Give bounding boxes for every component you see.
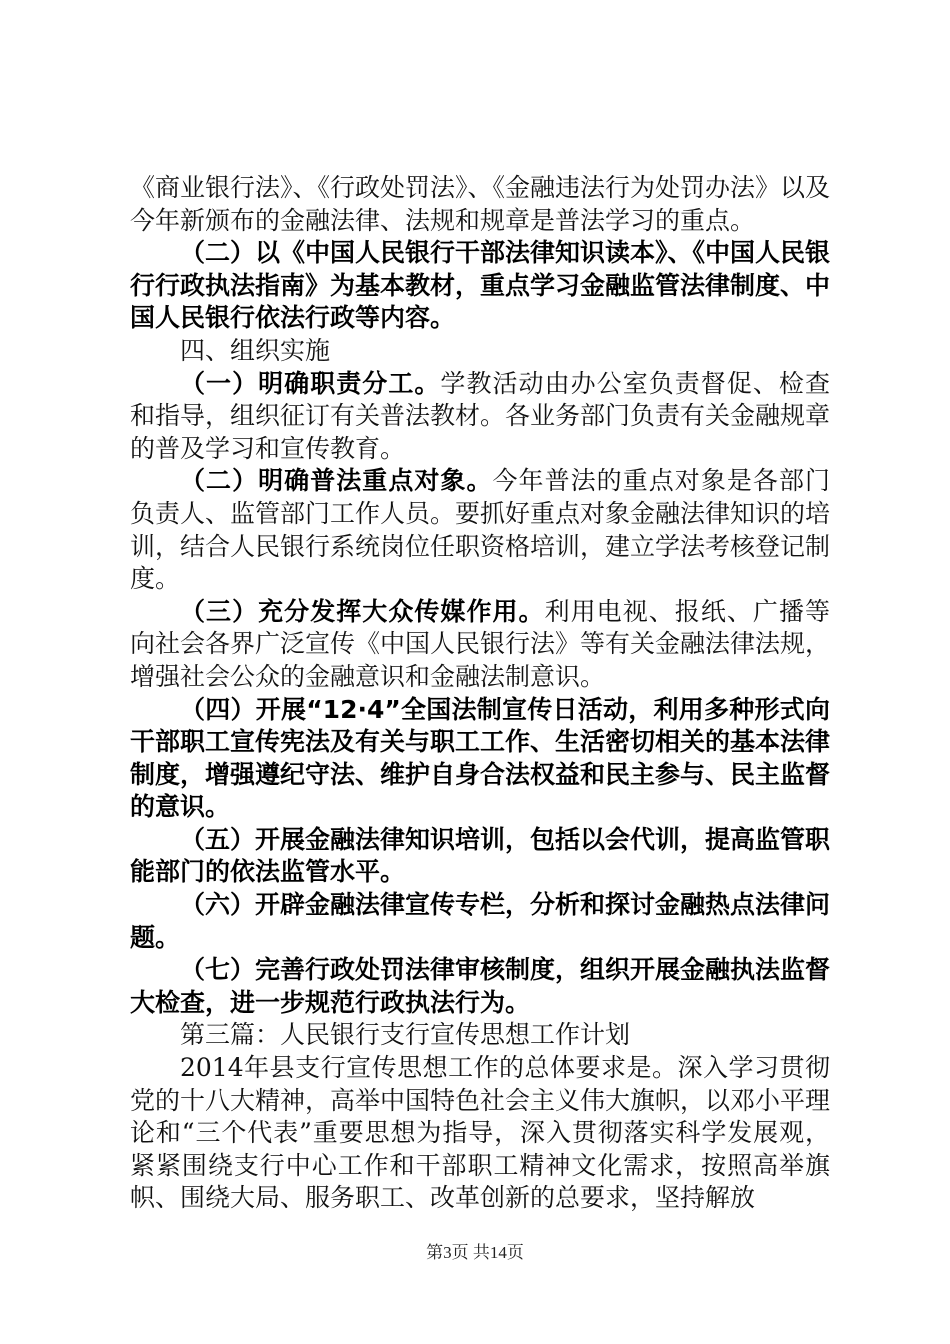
paragraph-item-4: （四）开展“12·4”全国法制宣传日活动，利用多种形式向干部职工宣传宪法及有关与职工工作、生活密切相关的基本法律制度，增强遵纪守法、维护自身合法权益和民主参与、民主监督的意识。 bbox=[130, 694, 831, 822]
paragraph-textbook: （二）以《中国人民银行干部法律知识读本》、《中国人民银行行政执法指南》为基本教材，重点学习金融监管法律制度、中国人民银行依法行政等内容。 bbox=[130, 238, 831, 333]
paragraph-overall-requirements: 2014年县支行宣传思想工作的总体要求是。深入学习贯彻党的十八大精神，高举中国特色社会主义伟大旗帜，以邓小平理论和“三个代表”重要思想为指导，深入贯彻落实科学发展观，紧紧围绕支行中心工作和干部职工精神文化需求，按照高举旗帜、围绕大局、服务职工、改革创新的总要求，坚持解放 bbox=[130, 1053, 831, 1213]
paragraph-item-6: （六）开辟金融法律宣传专栏，分析和探讨金融热点法律问题。 bbox=[130, 890, 831, 952]
page-number-footer: 第3页 共14页 bbox=[426, 1243, 524, 1262]
paragraph-continuation bbox=[130, 172, 830, 237]
chapter-title: 第三篇：人民银行支行宣传思想工作计划 bbox=[180, 1020, 631, 1050]
paragraph-item-2: （二）明确普法重点对象。今年普法的重点对象是各部门负责人、监管部门工作人员。要抓好重点对象金融法律知识的培训，结合人民银行系统岗位任职资格培训，建立学法考核登记制度。 bbox=[130, 466, 831, 594]
paragraph-item-7: （七）完善行政处罚法律审核制度，组织开展金融执法监督大检查，进一步规范行政执法行为。 bbox=[130, 955, 831, 1017]
paragraph-item-1: （一）明确职责分工。学教活动由办公室负责督促、检查和指导，组织征订有关普法教材。各业务部门负责有关金融规章的普及学习和宣传教育。 bbox=[130, 368, 831, 463]
paragraph-text: 《商业银行法》、《行政处罚法》、《金融违法行为处罚办法》以及今年新颁布的金融法律、法规和规章是普法学习的重点。 bbox=[130, 173, 831, 235]
document-body bbox=[130, 172, 830, 1215]
paragraph-item-3: （三）充分发挥大众传媒作用。利用电视、报纸、广播等向社会各界广泛宣传《中国人民银行法》等有关金融法律法规，增强社会公众的金融意识和金融法制意识。 bbox=[130, 596, 831, 691]
section-heading-organization: 四、组织实施 bbox=[180, 335, 331, 365]
paragraph-item-5: （五）开展金融法律知识培训，包括以会代训，提高监管职能部门的依法监管水平。 bbox=[130, 824, 831, 887]
